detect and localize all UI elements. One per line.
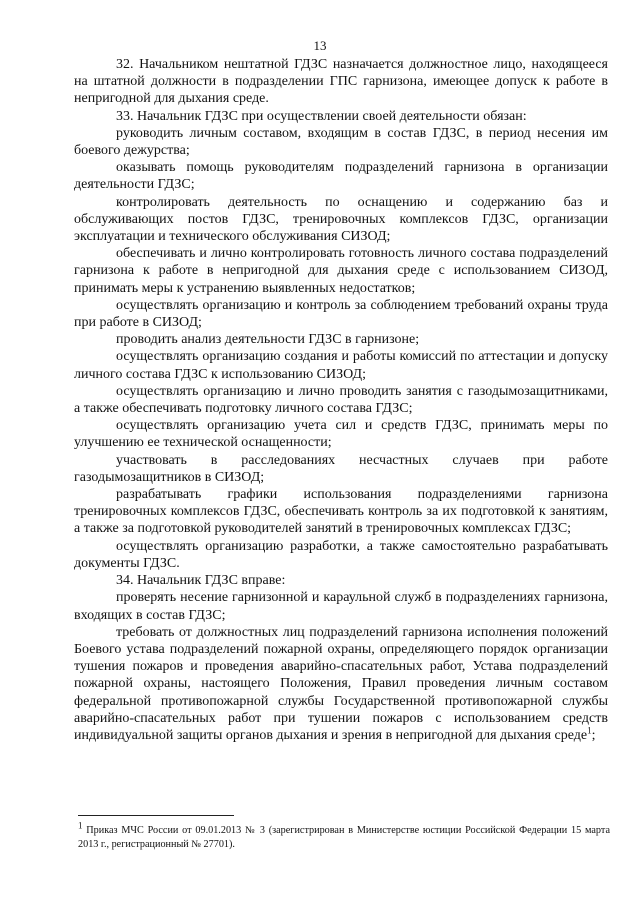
footnote-ref: 1 — [587, 725, 592, 736]
right-item — [74, 624, 608, 744]
footnote-text: Приказ МЧС России от 09.01.2013 № 3 (зарегистрирован в Министерстве юстиции Российской Федерации 15 марта 2013 г., регистрационный № 27701). — [78, 825, 610, 850]
duty-item: осуществлять организацию и контроль за соблюдением требований охраны труда при работе в СИЗОД; — [74, 297, 608, 331]
duty-item: оказывать помощь руководителям подразделений гарнизона в организации деятельности ГДЗС; — [74, 160, 608, 193]
duty-item: обеспечивать и лично контролировать готовность личного состава подразделений гарнизона к работе в непригодной для дыхания среде с использованием СИЗОД, принимать меры к устранению выявленных недостатков; — [74, 246, 608, 296]
duty-item: контролировать деятельность по оснащению и содержанию баз и обслуживающих постов ГДЗС, тренировочных комплексов ГДЗС, организации эксплуатации и технического обслуживания СИЗОД; — [74, 194, 608, 245]
right-item: проверять несение гарнизонной и караульной служб в подразделениях гарнизона, входящих в состав ГДЗС; — [74, 590, 608, 623]
page-number: 13 — [313, 38, 327, 53]
duty-item: руководить личным составом, входящим в состав ГДЗС, в период несения им боевого дежурства; — [74, 125, 608, 159]
right-item-text: требовать от должностных лиц подразделений гарнизона исполнения положений Боевого устава подразделений пожарной охраны, определяющего порядок организации тушения пожаров и проведения аварийно-спасательных работ, Устава подразделений пожарной охраны, настоящего Положения, Правил проведения личным составом федеральной противопожарной службы Государственной противопожарной службы аварийно-спасательных работ при тушении пожаров с использованием средств индивидуальной защиты органов дыхания и зрения в непригодной для дыхания среде — [74, 624, 608, 743]
paragraph-33: 33. Начальник ГДЗС при осуществлении своей деятельности обязан: — [116, 108, 527, 124]
paragraph-34: 34. Начальник ГДЗС вправе: — [116, 573, 286, 589]
document-body — [74, 56, 608, 744]
duty-item: участвовать в расследованиях несчастных случаев при работе газодымозащитников в СИЗОД; — [74, 452, 608, 485]
duty-item: разрабатывать графики использования подразделениями гарнизона тренировочных комплексов ГДЗС, обеспечивать контроль за их подготовкой к занятиям, а также за подготовкой руководителей занятий в тренировочных комплексах ГДЗС; — [74, 487, 608, 537]
footnote-divider — [78, 815, 234, 816]
duty-item: осуществлять организацию и лично проводить занятия с газодымозащитниками, а также обеспечивать подготовку личного состава ГДЗС; — [74, 383, 608, 417]
footnote — [78, 820, 610, 852]
right-item-tail: ; — [591, 727, 596, 743]
duty-item: осуществлять организацию разработки, а также самостоятельно разрабатывать документы ГДЗС. — [74, 538, 608, 571]
duty-item: осуществлять организацию создания и работы комиссий по аттестации и допуску личного состава ГДЗС к использованию СИЗОД; — [74, 349, 608, 382]
duty-item: осуществлять организацию учета сил и средств ГДЗС, принимать меры по улучшению ее технической оснащенности; — [74, 418, 608, 451]
footnote-marker: 1 — [78, 820, 83, 831]
paragraph-32: 32. Начальником нештатной ГДЗС назначается должностное лицо, находящееся на штатной должности в подразделении ГПС гарнизона, имеющее допуск к работе в непригодной для дыхания среде. — [74, 57, 608, 107]
duty-item: проводить анализ деятельности ГДЗС в гарнизоне; — [116, 332, 420, 348]
